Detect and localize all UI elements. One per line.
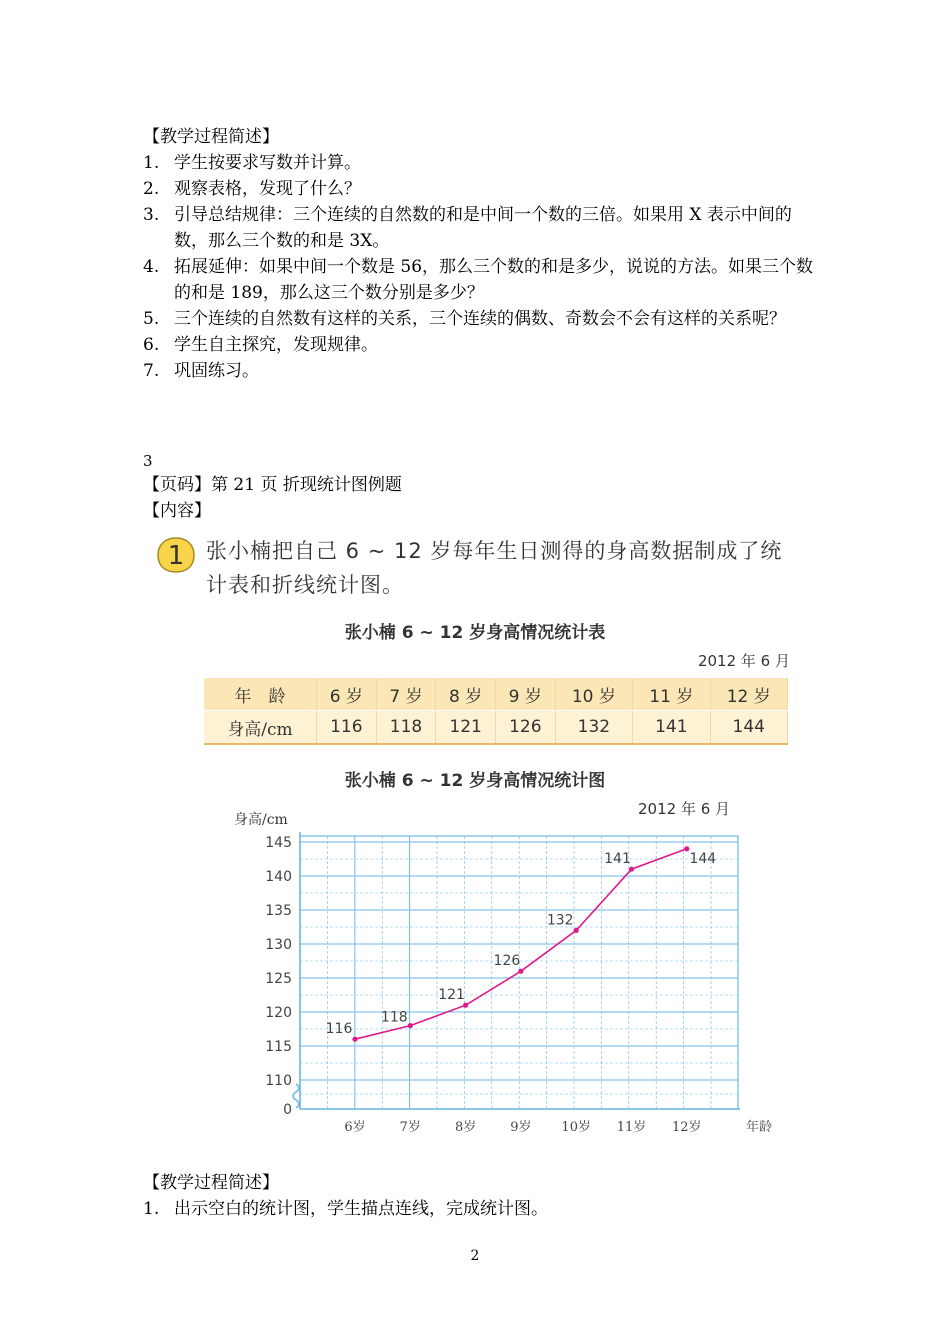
y-tick-label: 125 (265, 971, 292, 987)
height-cell: 144 (710, 711, 787, 745)
height-cell: 116 (317, 711, 377, 745)
data-label: 126 (493, 953, 521, 970)
x-tick-label: 11岁 (616, 1120, 647, 1135)
y-tick-label: 140 (265, 869, 292, 885)
list-item-text: 出示空白的统计图，学生描点连线，完成统计图。 (174, 1199, 548, 1219)
example-paragraph: 张小楠把自己 6 ~ 12 岁每年生日测得的身高数据制成了统计表和折线统计图。 (206, 539, 783, 597)
table-row-height (204, 711, 788, 745)
list-item (143, 306, 823, 332)
y-tick-label: 115 (265, 1039, 292, 1055)
page-number: 2 (470, 1248, 480, 1264)
list-item-number: 1. (143, 153, 160, 173)
age-cell: 11 岁 (633, 678, 710, 711)
list-item (143, 202, 823, 254)
y-tick-label: 120 (265, 1005, 292, 1021)
height-cell: 121 (436, 711, 496, 745)
list-item-number: 3. (143, 205, 160, 225)
data-point (463, 1003, 468, 1008)
x-tick-label: 12岁 (672, 1120, 702, 1135)
list-item-text: 拓展延伸：如果中间一个数是 56，那么三个数的和是多少，说说的方法。如果三个数的和是 189，那么这三个数分别是多少？ (174, 257, 814, 303)
row-header-age: 年 龄 (204, 678, 317, 711)
teaching-steps-list-2 (143, 1196, 823, 1222)
row-header-height: 身高/cm (204, 711, 317, 745)
height-table (204, 678, 788, 745)
y-tick-label: 0 (283, 1102, 292, 1118)
list-item (143, 1196, 823, 1222)
x-tick-label: 6岁 (344, 1120, 366, 1135)
chart-date: 2012 年 6 月 (638, 800, 731, 818)
age-cell: 8 岁 (436, 678, 496, 711)
textbook-figure (150, 532, 800, 1142)
list-item-number: 1. (143, 1199, 160, 1219)
list-item-text: 三个连续的自然数有这样的关系，三个连续的偶数、奇数会不会有这样的关系呢？ (174, 309, 786, 329)
list-item-text: 巩固练习。 (174, 361, 259, 381)
list-item (143, 150, 823, 176)
x-tick-label: 9岁 (510, 1120, 532, 1135)
list-item-text: 学生自主探究，发现规律。 (174, 335, 378, 355)
y-axis-label: 身高/cm (234, 812, 288, 828)
list-item-number: 4. (143, 257, 160, 277)
list-item-number: 7. (143, 361, 160, 381)
example-number-badge (156, 536, 196, 574)
age-cell: 9 岁 (495, 678, 555, 711)
data-label: 141 (604, 851, 631, 868)
content-label: 【内容】 (143, 501, 211, 521)
table-date: 2012 年 6 月 (697, 652, 790, 670)
data-label: 132 (546, 912, 574, 929)
height-cell: 132 (555, 711, 632, 745)
table-row-age (204, 678, 788, 711)
data-label: 116 (325, 1021, 353, 1038)
section-title-2: 【教学过程简述】 (143, 1173, 279, 1193)
list-item (143, 358, 823, 384)
x-tick-label: 10岁 (561, 1120, 591, 1135)
list-item-text: 引导总结规律：三个连续的自然数的和是中间一个数的三倍。如果用 X 表示中间的数，那么三个数的和是 3X。 (174, 205, 792, 251)
list-item-number: 2. (143, 179, 160, 199)
y-tick-label: 135 (265, 903, 292, 919)
age-cell: 7 岁 (376, 678, 436, 711)
section-title: 【教学过程简述】 (143, 127, 279, 147)
list-item-text: 观察表格，发现了什么？ (174, 179, 361, 199)
data-point (574, 928, 579, 933)
data-label: 118 (380, 1009, 408, 1026)
axis-break (293, 1084, 299, 1108)
section-marker: 3 (143, 452, 153, 470)
page-reference: 【页码】第 21 页 折现统计图例题 (143, 475, 402, 495)
data-label: 144 (689, 850, 717, 867)
table-title: 张小楠 6 ~ 12 岁身高情况统计表 (344, 623, 606, 643)
list-item-text: 学生按要求写数并计算。 (174, 153, 361, 173)
x-tick-label: 7岁 (399, 1120, 421, 1135)
y-tick-label: 110 (265, 1073, 292, 1089)
badge-number: 1 (167, 541, 185, 571)
x-tick-label: 8岁 (454, 1120, 477, 1135)
list-item (143, 254, 823, 306)
list-item-number: 5. (143, 309, 160, 329)
list-item-number: 6. (143, 335, 160, 355)
data-point (629, 867, 634, 872)
data-point (518, 969, 523, 974)
teaching-steps-list (143, 150, 823, 384)
chart-title: 张小楠 6 ~ 12 岁身高情况统计图 (344, 771, 606, 791)
y-tick-label: 145 (265, 835, 292, 851)
height-cell: 118 (376, 711, 436, 745)
y-tick-label: 130 (265, 937, 292, 953)
list-item (143, 332, 823, 358)
data-point (352, 1037, 357, 1042)
age-cell: 10 岁 (555, 678, 632, 711)
data-point (408, 1023, 413, 1028)
data-label: 121 (438, 987, 465, 1004)
height-cell: 126 (495, 711, 555, 745)
height-line-chart (150, 804, 800, 1144)
age-cell: 12 岁 (710, 678, 787, 711)
list-item (143, 176, 823, 202)
age-cell: 6 岁 (317, 678, 377, 711)
x-axis-label: 年龄 (746, 1120, 773, 1135)
height-cell: 141 (633, 711, 710, 745)
